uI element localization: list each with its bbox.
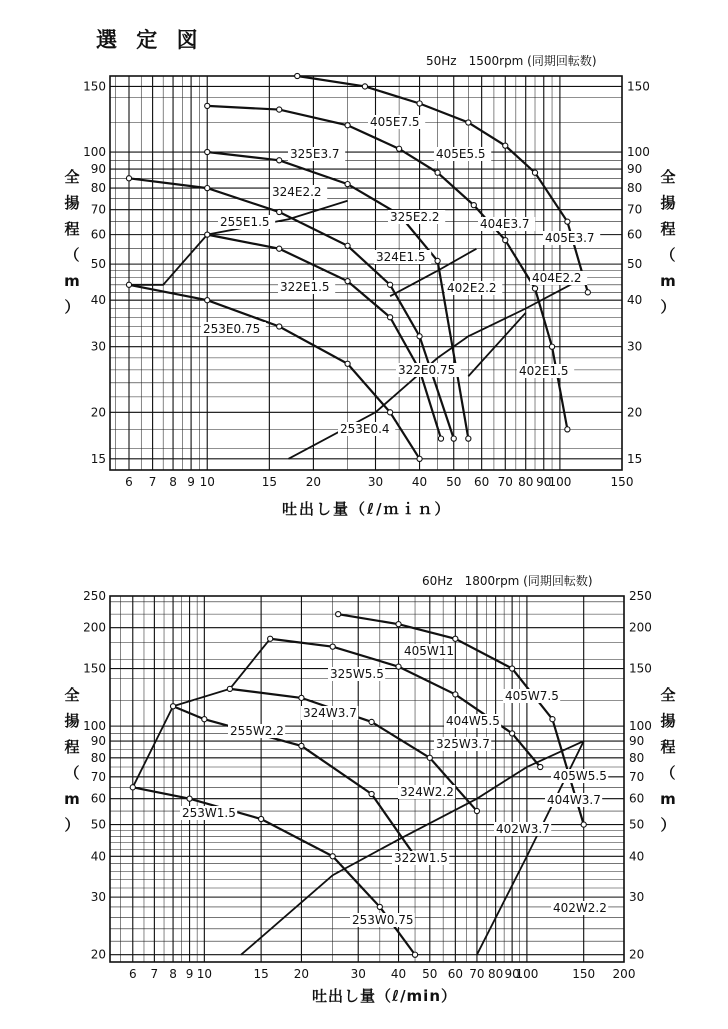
y-tick-label-right: 70 [627, 202, 643, 217]
x-tick-label: 30 [350, 967, 366, 981]
y-axis-label-left: 揚 [64, 194, 80, 212]
x-tick-label: 90 [536, 475, 552, 489]
y-tick-label-right: 80 [629, 750, 645, 765]
y-tick-label-left: 100 [83, 145, 106, 160]
y-tick-label-left: 70 [90, 202, 106, 217]
y-axis-label-left: m [64, 272, 80, 290]
data-point [510, 731, 515, 736]
model-annotation: 324E1.5 [376, 250, 426, 264]
data-point [205, 232, 210, 237]
model-annotation: 322E0.75 [398, 363, 456, 377]
y-tick-label-left: 80 [90, 181, 106, 196]
model-annotation: 404E3.7 [480, 217, 530, 231]
y-tick-label-left: 30 [90, 890, 106, 905]
x-tick-label: 70 [497, 475, 513, 489]
x-tick-label: 60 [447, 967, 463, 981]
model-annotation: 325W5.5 [330, 667, 384, 681]
x-tick-label: 30 [367, 475, 384, 489]
y-axis-label-right: 全 [660, 686, 676, 704]
y-tick-label-left: 150 [83, 661, 106, 676]
y-tick-label-left: 60 [90, 791, 106, 806]
y-axis-label-left: 揚 [64, 712, 80, 730]
y-axis-label-right: 揚 [660, 194, 676, 212]
y-tick-label-left: 20 [90, 947, 106, 962]
y-axis-label-left: 程 [64, 220, 80, 238]
data-point [585, 290, 590, 295]
x-tick-label: 150 [610, 475, 634, 489]
x-tick-label: 10 [196, 967, 212, 981]
y-tick-label-left: 40 [90, 293, 106, 308]
data-point [268, 636, 273, 641]
data-point [126, 176, 131, 181]
data-point [277, 324, 282, 329]
data-point [205, 186, 210, 191]
x-tick-label: 40 [411, 475, 428, 489]
chart-50hz-xlabel: 吐出し量（ℓ/ｍｉｎ） [282, 500, 452, 518]
data-point [510, 666, 515, 671]
data-point [549, 344, 554, 349]
y-tick-label-left: 70 [90, 769, 106, 784]
data-point [412, 952, 417, 957]
y-axis-label-left: 全 [64, 686, 80, 704]
y-tick-label-left: 90 [90, 162, 106, 177]
y-tick-label-right: 20 [629, 947, 645, 962]
y-axis-label-right: （ [660, 764, 676, 782]
y-tick-label-right: 40 [629, 849, 645, 864]
y-tick-label-left: 30 [90, 339, 106, 354]
model-annotation: 325W3.7 [436, 737, 490, 751]
x-tick-label: 150 [572, 967, 596, 981]
y-tick-label-left: 40 [90, 849, 106, 864]
page-title: 選 定 図 [96, 28, 204, 52]
model-annotation: 253W1.5 [182, 806, 236, 820]
x-tick-label: 7 [150, 967, 159, 981]
model-annotation: 325E3.7 [290, 147, 340, 161]
y-tick-label-right: 70 [629, 769, 645, 784]
data-point [377, 904, 382, 909]
data-point [532, 286, 537, 291]
y-tick-label-left: 50 [90, 257, 106, 272]
y-axis-label-right: 程 [660, 738, 676, 756]
y-tick-label-right: 30 [629, 890, 645, 905]
y-tick-label-left: 50 [90, 817, 106, 832]
model-annotation: 324W2.2 [400, 785, 454, 799]
chart-60hz-xlabel: 吐出し量（ℓ/min） [312, 987, 458, 1005]
y-tick-label-right: 200 [629, 620, 652, 635]
y-tick-label-right: 30 [627, 339, 643, 354]
data-point [277, 209, 282, 214]
data-point [336, 612, 341, 617]
y-tick-label-right: 80 [627, 181, 643, 196]
model-annotation: 405E3.7 [545, 231, 595, 245]
y-axis-label-right: ） [660, 816, 676, 834]
y-axis-label-right: 全 [660, 168, 676, 186]
y-tick-label-left: 200 [83, 620, 106, 635]
y-tick-label-left: 20 [90, 405, 106, 420]
chart-1 [64, 589, 676, 981]
chart-50hz-condition: 50Hz 1500rpm (同期回転数) [426, 54, 597, 68]
data-point [387, 282, 392, 287]
model-annotation: 255W2.2 [230, 724, 284, 738]
y-axis-label-right: 揚 [660, 712, 676, 730]
y-axis-label-right: 程 [660, 220, 676, 238]
y-axis-label-left: ） [64, 816, 80, 834]
x-tick-label: 50 [422, 967, 438, 981]
data-point [227, 686, 232, 691]
model-annotation: 404W3.7 [547, 793, 601, 807]
data-point [565, 219, 570, 224]
y-tick-label-left: 80 [90, 750, 106, 765]
data-point [277, 107, 282, 112]
model-annotation: 402W2.2 [553, 901, 607, 915]
model-annotation: 405E7.5 [370, 115, 420, 129]
data-point [435, 258, 440, 263]
model-annotation: 253E0.4 [340, 422, 390, 436]
y-tick-label-left: 60 [90, 227, 106, 242]
y-tick-label-right: 100 [627, 145, 650, 160]
model-annotation: 324W3.7 [303, 706, 357, 720]
y-axis-label-right: m [660, 790, 676, 808]
y-tick-label-right: 90 [629, 734, 645, 749]
data-point [202, 717, 207, 722]
model-annotation: 405W5.5 [553, 769, 607, 783]
data-point [187, 796, 192, 801]
x-tick-label: 20 [305, 475, 322, 489]
data-point [330, 644, 335, 649]
x-tick-label: 200 [612, 967, 636, 981]
y-tick-label-right: 60 [627, 227, 643, 242]
x-tick-label: 10 [199, 475, 215, 489]
model-annotation: 405W11 [404, 644, 455, 658]
data-point [453, 636, 458, 641]
model-annotation: 404E2.2 [532, 271, 582, 285]
operating-line [129, 201, 348, 285]
x-tick-label: 50 [446, 475, 462, 489]
y-tick-label-right: 100 [629, 719, 652, 734]
data-point [130, 785, 135, 790]
model-annotation: 402E2.2 [447, 281, 497, 295]
data-point [299, 743, 304, 748]
y-tick-label-right: 40 [627, 293, 643, 308]
x-tick-label: 8 [169, 475, 177, 489]
model-annotation: 253E0.75 [203, 322, 261, 336]
x-tick-label: 60 [474, 475, 490, 489]
x-tick-label: 40 [390, 967, 407, 981]
x-tick-label: 90 [504, 967, 520, 981]
data-point [205, 103, 210, 108]
model-annotation: 402W3.7 [496, 822, 550, 836]
x-tick-label: 100 [515, 967, 539, 981]
y-tick-label-right: 150 [629, 661, 652, 676]
operating-line [133, 639, 270, 788]
data-point [362, 84, 367, 89]
model-annotation: 324E2.2 [272, 185, 322, 199]
x-tick-label: 70 [469, 967, 485, 981]
data-point [417, 456, 422, 461]
data-point [345, 361, 350, 366]
y-tick-label-right: 60 [629, 791, 645, 806]
data-point [451, 436, 456, 441]
data-point [538, 764, 543, 769]
x-tick-label: 9 [185, 967, 194, 981]
series-line-255W2.2 [173, 706, 415, 856]
x-tick-label: 7 [148, 475, 157, 489]
model-annotation: 402E1.5 [519, 364, 569, 378]
x-tick-label: 6 [125, 475, 133, 489]
data-point [330, 854, 335, 859]
x-tick-label: 100 [548, 475, 572, 489]
data-point [299, 695, 304, 700]
data-point [565, 427, 570, 432]
y-axis-label-left: m [64, 790, 80, 808]
data-point [126, 282, 131, 287]
y-axis-label-left: （ [64, 246, 80, 264]
y-tick-label-right: 50 [629, 817, 645, 832]
data-point [532, 170, 537, 175]
x-tick-label: 20 [293, 967, 310, 981]
data-point [396, 664, 401, 669]
y-axis-label-left: ） [64, 298, 80, 316]
data-point [295, 73, 300, 78]
data-point [427, 755, 432, 760]
model-annotation: 404W5.5 [446, 714, 500, 728]
model-annotation: 322E1.5 [280, 280, 330, 294]
data-point [345, 279, 350, 284]
data-point [503, 143, 508, 148]
y-tick-label-right: 50 [627, 257, 643, 272]
data-point [453, 692, 458, 697]
y-tick-label-right: 150 [627, 79, 650, 94]
y-axis-label-right: m [660, 272, 676, 290]
data-point [205, 298, 210, 303]
model-annotation: 405E5.5 [436, 147, 486, 161]
data-point [277, 158, 282, 163]
y-tick-label-right: 15 [627, 451, 643, 466]
y-axis-label-left: 程 [64, 738, 80, 756]
y-tick-label-right: 90 [627, 162, 643, 177]
series-line-322E1.5 [207, 235, 441, 439]
data-point [417, 334, 422, 339]
y-tick-label-right: 20 [627, 405, 643, 420]
data-point [387, 315, 392, 320]
y-tick-label-left: 90 [90, 734, 106, 749]
data-point [259, 816, 264, 821]
data-point [369, 719, 374, 724]
x-tick-label: 15 [261, 475, 277, 489]
y-tick-label-left: 150 [83, 79, 106, 94]
data-point [345, 182, 350, 187]
data-point [205, 149, 210, 154]
data-point [277, 246, 282, 251]
x-tick-label: 8 [169, 967, 177, 981]
data-point [417, 101, 422, 106]
data-point [396, 622, 401, 627]
data-point [387, 410, 392, 415]
y-tick-label-right: 250 [629, 589, 652, 603]
data-point [397, 146, 402, 151]
data-point [435, 170, 440, 175]
y-axis-label-right: （ [660, 246, 676, 264]
model-annotation: 325E2.2 [390, 210, 440, 224]
data-point [466, 436, 471, 441]
data-point [471, 203, 476, 208]
chart-0 [64, 73, 676, 489]
x-tick-label: 80 [487, 967, 504, 981]
data-point [474, 808, 479, 813]
model-annotation: 405W7.5 [505, 689, 559, 703]
y-axis-label-left: 全 [64, 168, 80, 186]
data-point [345, 243, 350, 248]
model-annotation: 255E1.5 [220, 215, 270, 229]
series-line-324E2.2 [207, 152, 468, 439]
model-annotation: 322W1.5 [394, 851, 448, 865]
x-tick-label: 9 [187, 475, 195, 489]
y-axis-label-left: （ [64, 764, 80, 782]
data-point [369, 791, 374, 796]
y-axis-label-right: ） [660, 298, 676, 316]
data-point [438, 436, 443, 441]
data-point [170, 704, 175, 709]
data-point [503, 238, 508, 243]
model-annotation: 253W0.75 [352, 913, 414, 927]
data-point [550, 717, 555, 722]
chart-60hz-condition: 60Hz 1800rpm (同期回転数) [422, 574, 593, 588]
x-tick-label: 15 [253, 967, 269, 981]
data-point [345, 123, 350, 128]
y-tick-label-left: 15 [90, 451, 106, 466]
data-point [581, 822, 586, 827]
x-tick-label: 80 [518, 475, 534, 489]
x-tick-label: 6 [128, 967, 137, 981]
y-tick-label-left: 100 [83, 719, 106, 734]
y-tick-label-left: 250 [83, 589, 106, 603]
data-point [466, 120, 471, 125]
